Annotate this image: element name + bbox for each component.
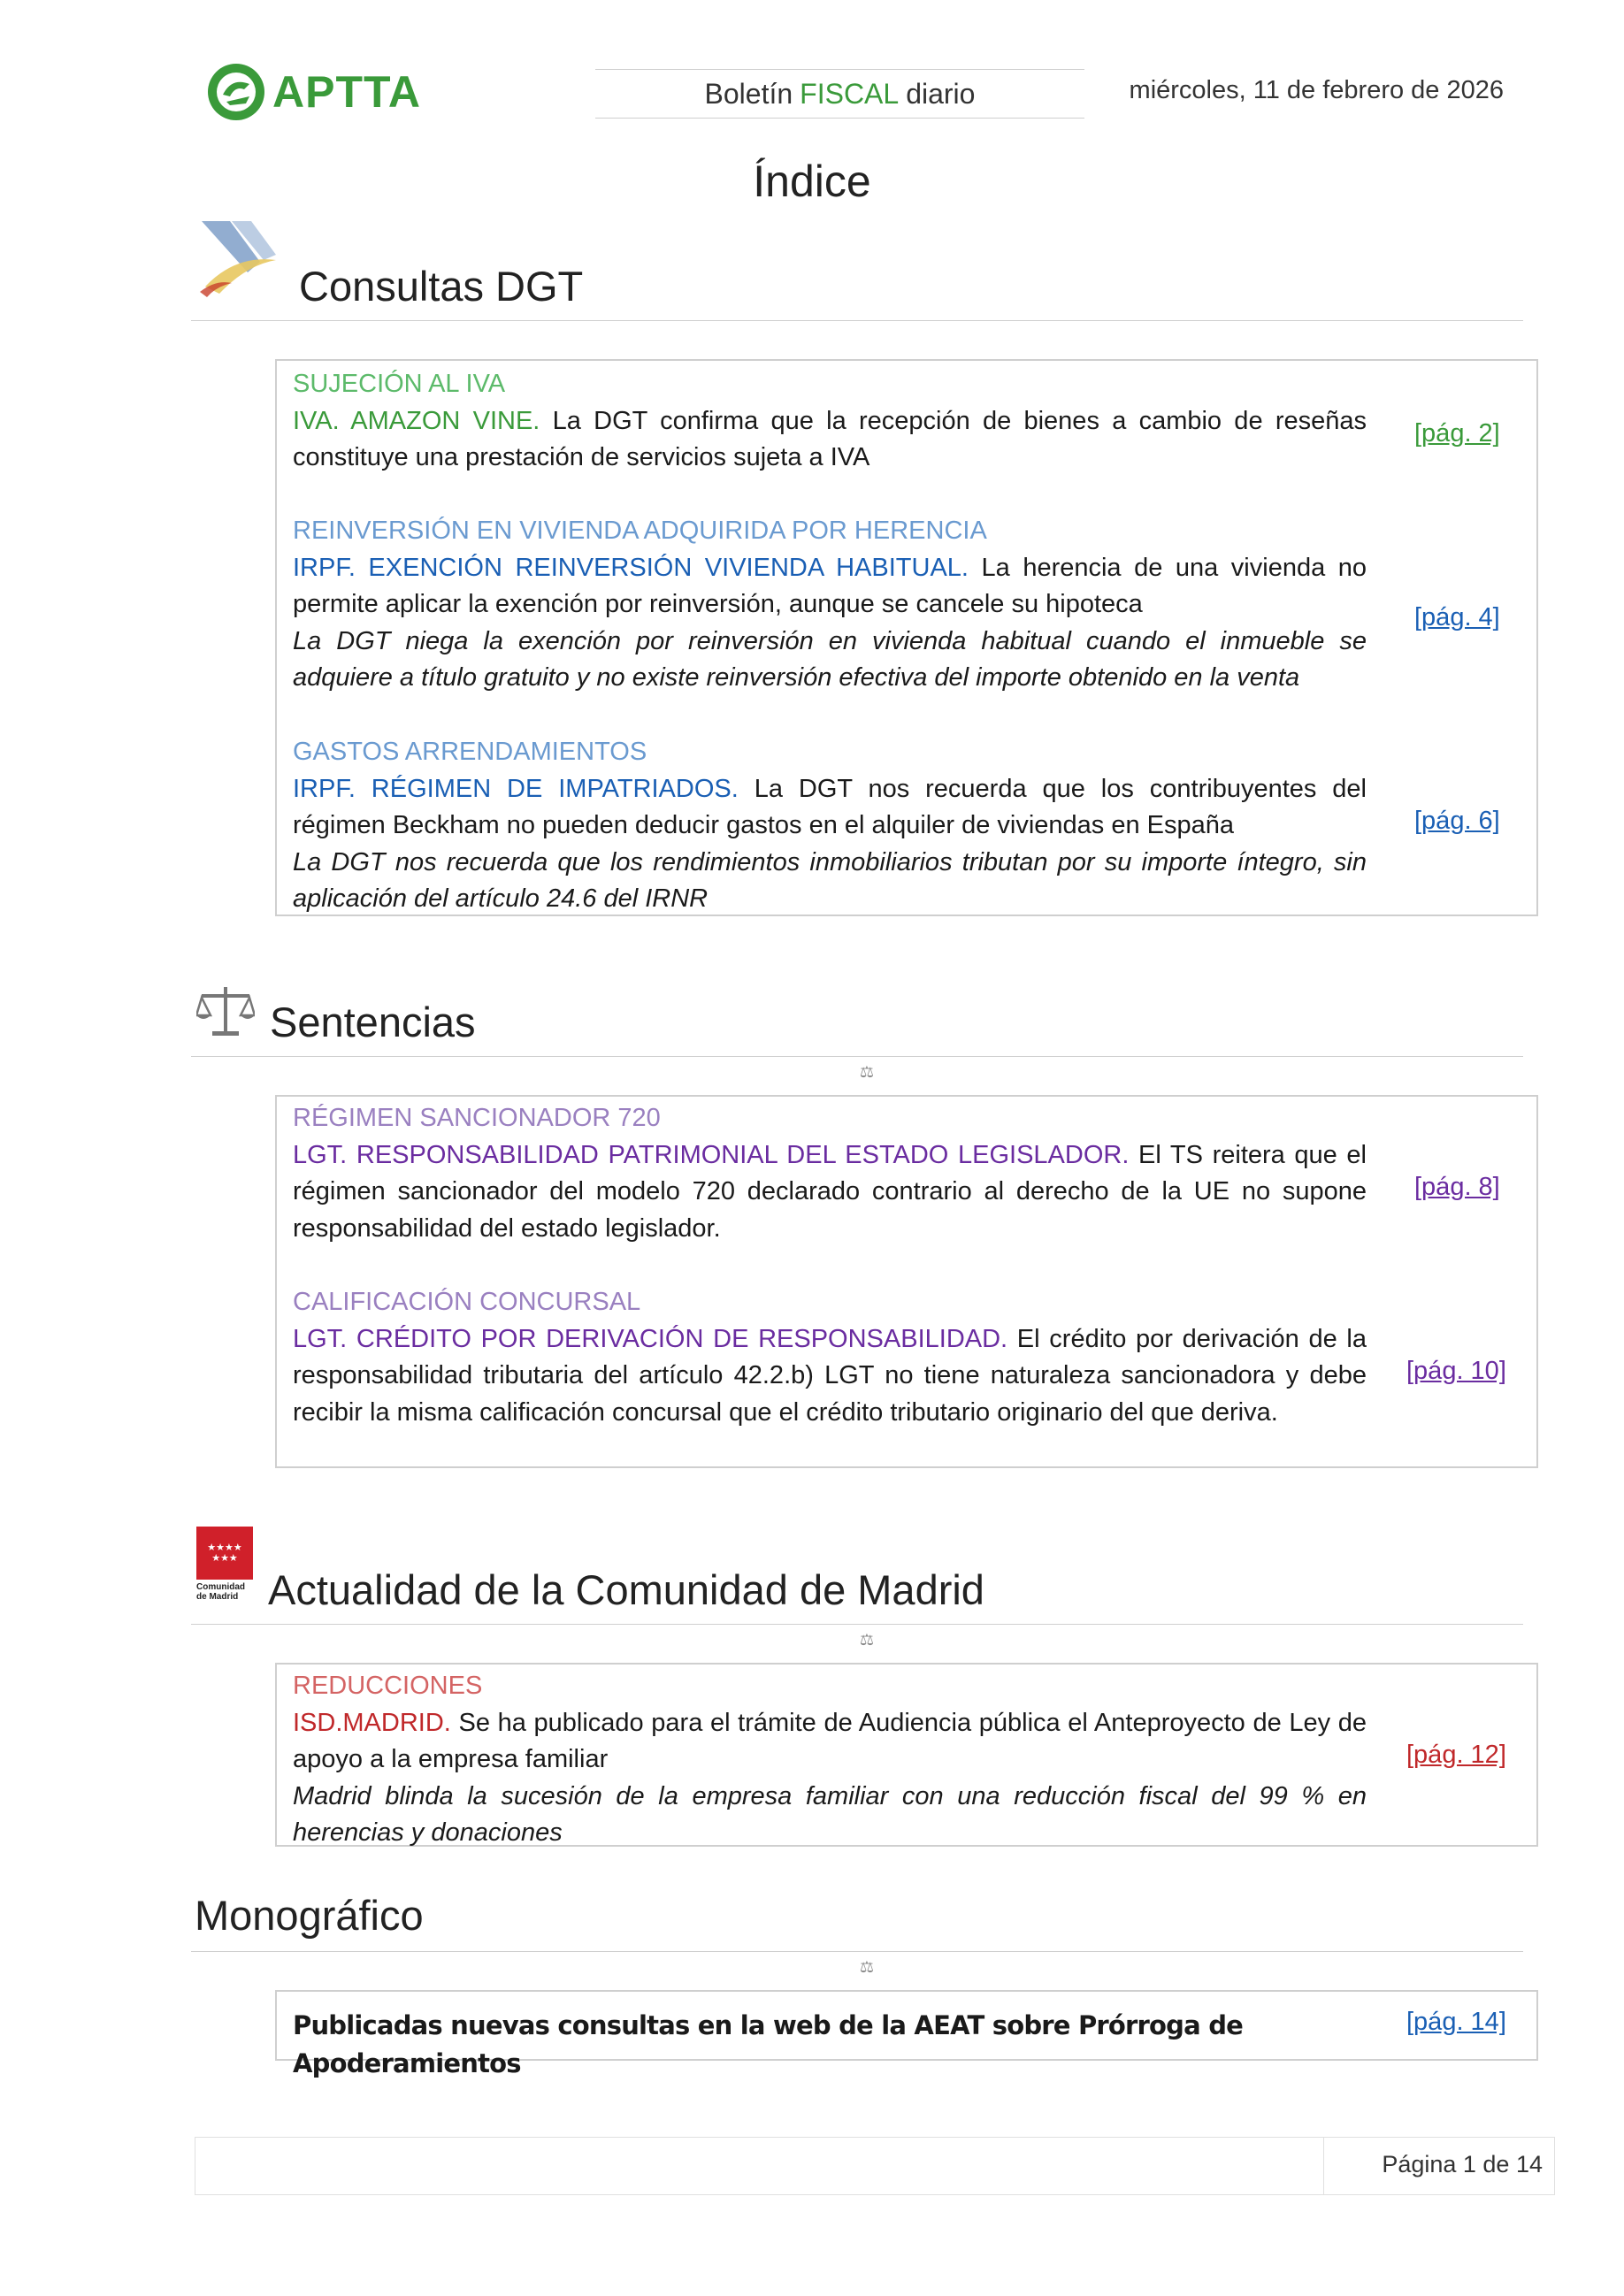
entry-lead: IVA. AMAZON VINE.: [293, 406, 540, 435]
comunidad-madrid-logo: [196, 1527, 253, 1608]
section-divider: [191, 1624, 1523, 1625]
scales-of-justice-icon: [196, 983, 255, 1040]
entry-lead: IRPF. RÉGIMEN DE IMPATRIADOS.: [293, 774, 739, 803]
page-link[interactable]: [pág. 4]: [1414, 603, 1500, 631]
entry-summary: La DGT nos recuerda que los rendimientos inmobiliarios tributan por su importe íntegro, sin aplicación del artículo 24.6 del IRNR: [293, 847, 1367, 913]
entry-category: REINVERSIÓN EN VIVIENDA ADQUIRIDA POR HERENCIA: [293, 517, 987, 545]
boletin-pre: Boletín: [704, 77, 793, 110]
section-divider: [191, 320, 1523, 321]
dgt-entry-2: [293, 513, 1367, 697]
entry-lead: LGT. CRÉDITO POR DERIVACIÓN DE RESPONSABILIDAD.: [293, 1324, 1008, 1353]
entry-summary: La DGT niega la exención por reinversión en vivienda habitual cuando el inmueble se adquiere a título gratuito y no existe reinversión efectiva del importe obtenido en la venta: [293, 626, 1367, 692]
madrid-stars-icon: ★★★★ ★★★: [196, 1527, 253, 1580]
section-title-dgt: Consultas DGT: [299, 263, 584, 310]
aeat-logo-icon: [196, 221, 285, 302]
page-link[interactable]: [pág. 2]: [1414, 419, 1500, 448]
monografico-entry-1: [293, 2008, 1367, 2083]
footer-separator: [1323, 2137, 1324, 2195]
boletin-title: [595, 69, 1084, 119]
sentencias-box: [275, 1095, 1538, 1468]
sentencias-entry-1: [293, 1100, 1367, 1247]
entry-lead: IRPF. EXENCIÓN REINVERSIÓN VIVIENDA HABITUAL.: [293, 553, 969, 582]
monografico-title: Publicadas nuevas consultas en la web de la AEAT sobre Prórroga de Apoderamientos: [293, 2010, 1244, 2078]
entry-category: SUJECIÓN AL IVA: [293, 370, 506, 398]
monografico-box: [275, 1990, 1538, 2078]
entry-category: GASTOS ARRENDAMIENTOS: [293, 738, 647, 766]
page-link[interactable]: [pág. 12]: [1406, 1741, 1506, 1769]
logo-text: APTTA: [272, 67, 421, 117]
small-scales-icon: ⚖: [859, 1958, 875, 1976]
madrid-entry-1: [293, 1668, 1367, 1852]
page-link[interactable]: [pág. 6]: [1414, 807, 1500, 835]
page-number: Página 1 de 14: [1382, 2151, 1543, 2177]
entry-lead: ISD.MADRID.: [293, 1708, 451, 1737]
entry-text: Se ha publicado para el trámite de Audiencia pública el Anteproyecto de Ley de apoyo a la empresa familiar: [293, 1708, 1367, 1773]
index-title: Índice: [753, 157, 871, 206]
entry-summary: Madrid blinda la sucesión de la empresa familiar con una reducción fiscal del 99 % en herencias y donaciones: [293, 1781, 1367, 1847]
madrid-box: [275, 1663, 1538, 1847]
dgt-entry-1: [293, 366, 1367, 477]
section-divider: [191, 1951, 1523, 1952]
entry-text: El TS reitera que el régimen sancionador del modelo 720 declarado contrario al derecho de la UE no supone responsabilidad del estado legislador.: [293, 1140, 1367, 1243]
small-scales-icon: ⚖: [859, 1063, 875, 1081]
header-date: miércoles, 11 de febrero de 2026: [1129, 76, 1504, 104]
section-title-sentencias: Sentencias: [270, 999, 476, 1045]
boletin-fiscal: FISCAL: [800, 77, 900, 110]
entry-lead: LGT. RESPONSABILIDAD PATRIMONIAL DEL ESTADO LEGISLADOR.: [293, 1140, 1130, 1169]
section-divider: [191, 1056, 1523, 1057]
dgt-entry-3: [293, 734, 1367, 918]
entry-category: RÉGIMEN SANCIONADOR 720: [293, 1104, 661, 1132]
section-title-madrid: Actualidad de la Comunidad de Madrid: [268, 1566, 984, 1613]
entry-category: REDUCCIONES: [293, 1672, 483, 1700]
sentencias-entry-2: [293, 1284, 1367, 1431]
small-scales-icon: ⚖: [859, 1631, 875, 1649]
page-link[interactable]: [pág. 8]: [1414, 1173, 1500, 1201]
section-title-monografico: Monográfico: [195, 1892, 424, 1939]
entry-text: La DGT nos recuerda que los contribuyentes del régimen Beckham no pueden deducir gastos en el alquiler de viviendas en España: [293, 774, 1367, 839]
aptta-emblem-icon: [205, 61, 267, 123]
entry-text: La herencia de una vivienda no permite aplicar la exención por reinversión, aunque se cancele su hipoteca: [293, 553, 1367, 618]
page-link[interactable]: [pág. 10]: [1406, 1357, 1506, 1385]
madrid-logo-line2: de Madrid: [196, 1592, 239, 1602]
entry-category: CALIFICACIÓN CONCURSAL: [293, 1288, 641, 1316]
entry-text: La DGT confirma que la recepción de bienes a cambio de reseñas constituye una prestación de servicios sujeta a IVA: [293, 406, 1367, 471]
boletin-post: diario: [906, 77, 976, 110]
aptta-logo: [205, 58, 462, 126]
page-link[interactable]: [pág. 14]: [1406, 2008, 1506, 2036]
dgt-box: [275, 359, 1538, 916]
entry-text: El crédito por derivación de la responsabilidad tributaria del artículo 42.2.b) LGT no tiene naturaleza sancionadora y debe recibir la misma calificación concursal que el crédito tributario originario del que deriva.: [293, 1324, 1367, 1427]
madrid-logo-line1: Comunidad: [196, 1582, 245, 1592]
